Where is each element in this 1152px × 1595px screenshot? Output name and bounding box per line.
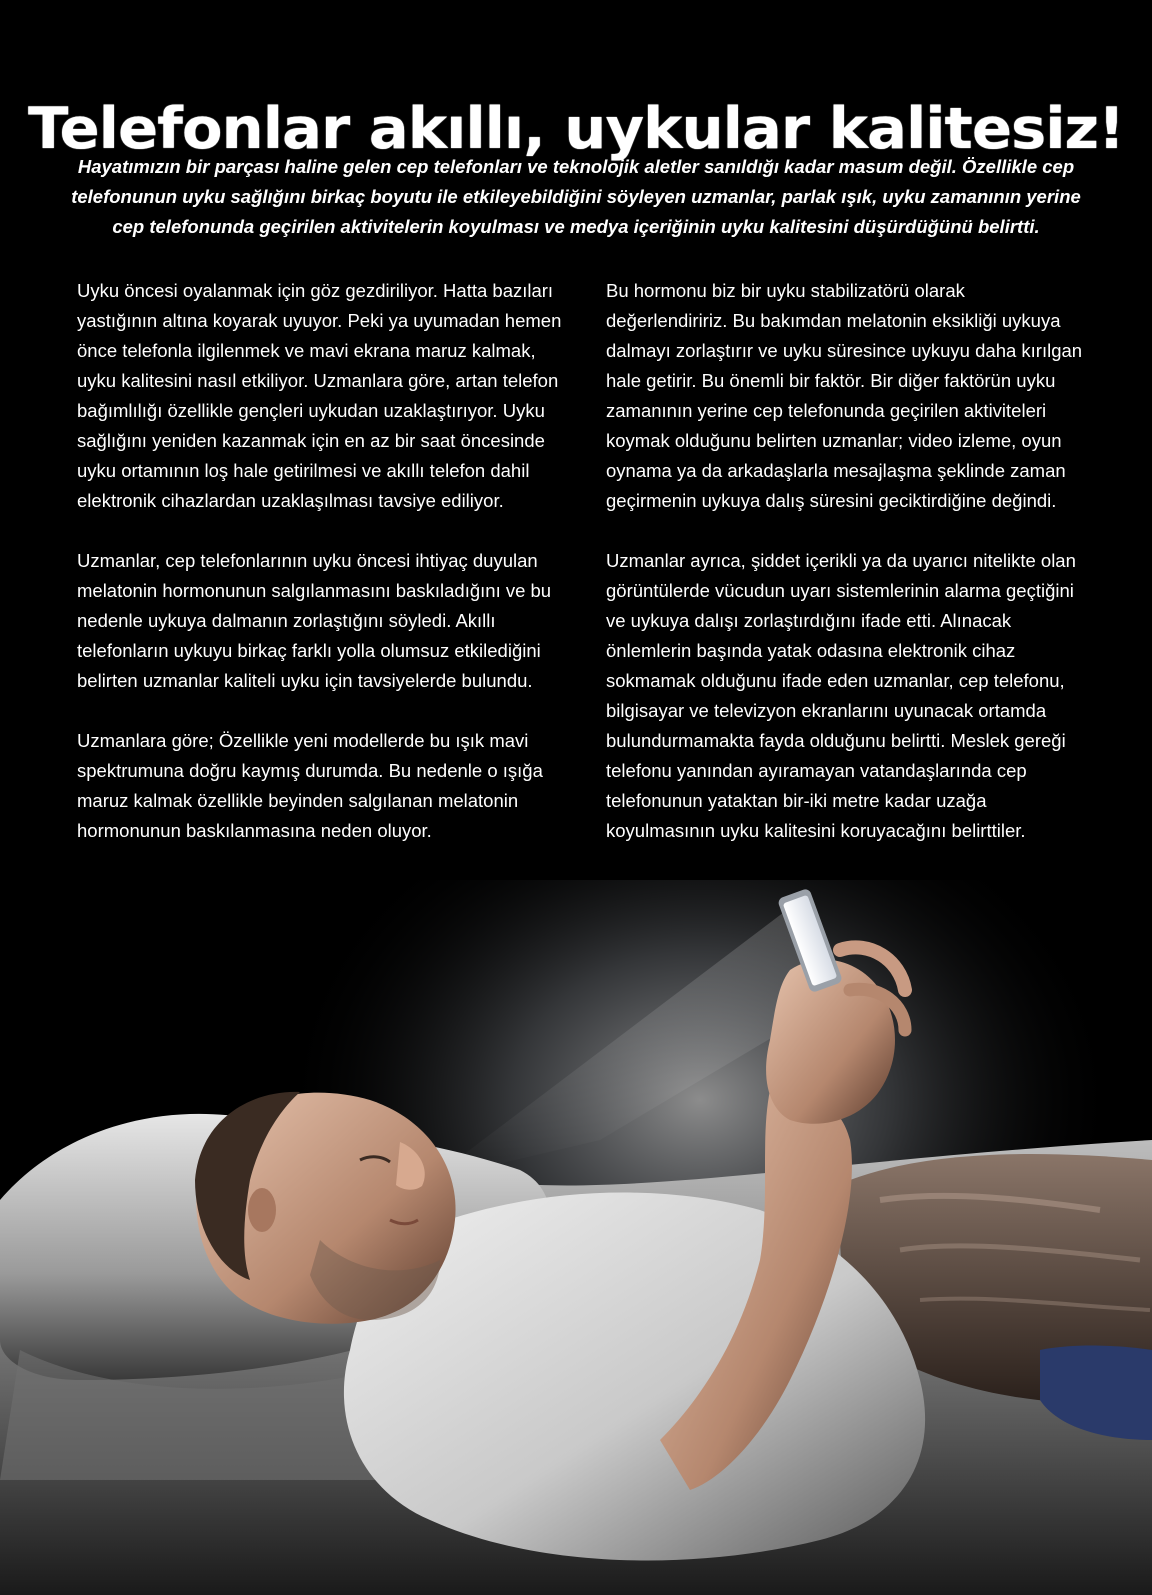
body-paragraph: Uzmanlar, cep telefonlarının uyku öncesi ihtiyaç duyulan melatonin hormonunun salgılanmasını baskıladığını ve bu nedenle uykuya dalmanın zorlaştığını söyledi. Akıllı telefonların uykuyu birkaç farklı yolla olumsuz etkilediğini belirten uzmanlar kaliteli uyku için tavsiyelerde bulundu. — [77, 550, 552, 691]
body-paragraph: Uzmanlara göre; Özellikle yeni modellerde bu ışık mavi spektrumuna doğru kaymış durumda. Bu nedenle o ışığa maruz kalmak özellikle beyinden salgılanan melatonin hormonunun baskılanmasına neden oluyor. — [77, 730, 543, 841]
left-column — [77, 276, 565, 876]
body-paragraph: Uzmanlar ayrıca, şiddet içerikli ya da uyarıcı nitelikte olan görüntülerde vücudun uyarı sistemlerinin alarma geçtiğini ve uykuya dalışı zorlaştırdığını ifade etti. Alınacak önlemlerin başında yatak odasına elektronik cihaz sokmamak olduğunu ifade eden uzmanlar, cep telefonu, bilgisayar ve televizyon ekranlarını uyunacak ortamda bulundurmamakta fayda olduğunu belirtti. Meslek gereği telefonu yanından ayıramayan vatandaşlarında cep telefonunun yataktan bir-iki metre kadar uzağa koyulmasının uyku kalitesini koruyacağını belirttiler. — [606, 550, 1076, 841]
headline: Telefonlar akıllı, uykular kalitesiz! — [27, 96, 1124, 163]
body-paragraph: Bu hormonu biz bir uyku stabilizatörü olarak değerlendiririz. Bu bakımdan melatonin eksikliği uykuya dalmayı zorlaştırır ve uyku süresince uykuyu daha kırılgan hale getirir. Bu önemli bir faktör. Bir diğer faktörün uyku zamanının yerine cep telefonunda geçirilen aktiviteleri koymak olduğunu belirten uzmanlar; video izleme, oyun oynama ya da arkadaşlarla mesajlaşma şeklinde zaman geçirmenin uykuya dalış süresini geciktirdiğine değindi. — [606, 280, 1083, 511]
man-in-bed-with-phone-illustration — [0, 880, 1152, 1595]
lead-paragraph: Hayatımızın bir parçası haline gelen cep telefonları ve teknolojik aletler sanıldığı kadar masum değil. Özellikle cep telefonunun uyku sağlığını birkaç boyutu ile etkileyebildiğini söyleyen uzmanlar, parlak ışık, uyku zamanının yerine cep telefonunda geçirilen aktivitelerin koyulması ve medya içeriğinin uyku kalitesini düşürdüğünü belirtti. — [71, 156, 1081, 237]
man-in-bed-photo — [0, 880, 1152, 1595]
body-paragraph: Uyku öncesi oyalanmak için göz gezdiriliyor. Hatta bazıları yastığının altına koyarak uyuyor. Peki ya uyumadan hemen önce telefonla ilgilenmek ve mavi ekrana maruz kalmak, uyku kalitesini nasıl etkiliyor. Uzmanlara göre, artan telefon bağımlılığı özellikle gençleri uykudan uzaklaştırıyor. Uyku sağlığını yeniden kazanmak için en az bir saat öncesinde uyku ortamının loş hale getirilmesi ve akıllı telefon dahil elektronik cihazlardan uzaklaşılması tavsiye ediliyor. — [77, 280, 562, 511]
right-column — [606, 276, 1088, 876]
